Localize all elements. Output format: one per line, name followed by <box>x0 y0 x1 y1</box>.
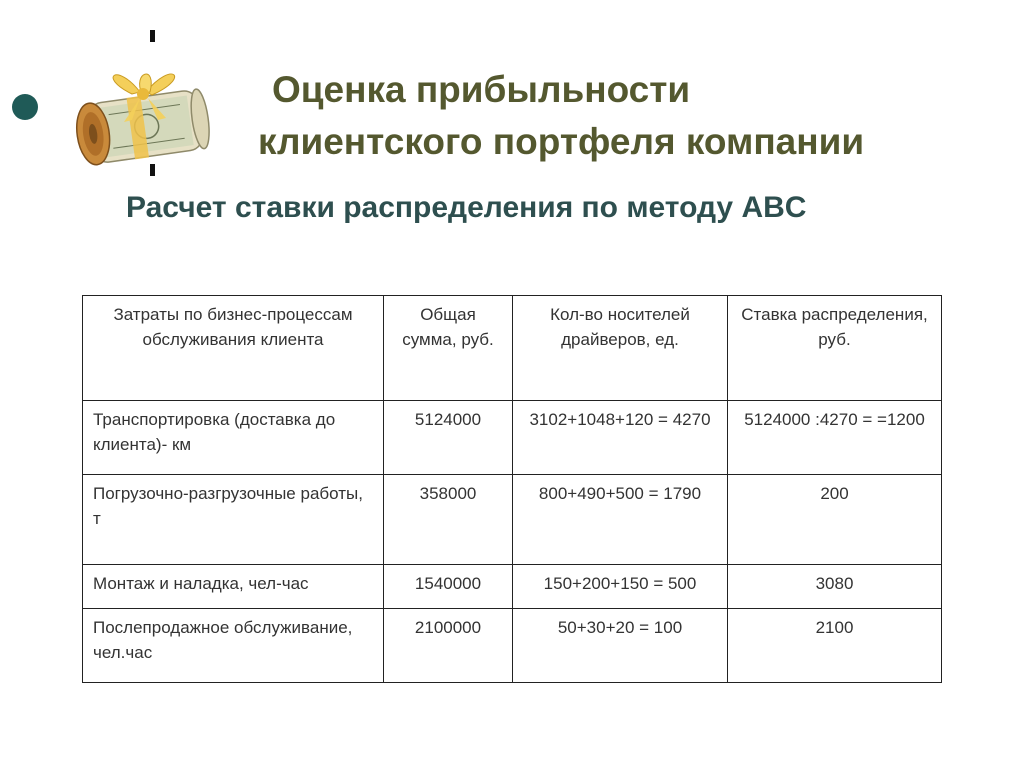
bullet-dot <box>12 94 38 120</box>
cell-rate: 200 <box>728 475 942 565</box>
table-row <box>83 564 942 608</box>
table-header-row <box>83 296 942 401</box>
cell-process: Транспортировка (доставка до клиента)- км <box>83 401 384 475</box>
cell-total: 1540000 <box>384 564 513 608</box>
cell-drivers: 3102+1048+120 = 4270 <box>513 401 728 475</box>
cell-process: Монтаж и наладка, чел-час <box>83 564 384 608</box>
cell-rate: 5124000 :4270 = =1200 <box>728 401 942 475</box>
page-subtitle: Расчет ставки распределения по методу ABC <box>126 191 807 224</box>
cell-total: 358000 <box>384 475 513 565</box>
header-allocation-rate: Ставка распределения, руб. <box>728 296 942 401</box>
abc-rate-table <box>82 295 942 683</box>
cell-total: 2100000 <box>384 608 513 682</box>
cell-drivers: 50+30+20 = 100 <box>513 608 728 682</box>
cell-drivers: 150+200+150 = 500 <box>513 564 728 608</box>
header-total-sum: Общая сумма, руб. <box>384 296 513 401</box>
page-title <box>258 64 978 168</box>
cell-drivers: 800+490+500 = 1790 <box>513 475 728 565</box>
cell-process: Послепродажное обслуживание, чел.час <box>83 608 384 682</box>
table-row <box>83 401 942 475</box>
cell-process: Погрузочно-разгрузочные работы, т <box>83 475 384 565</box>
header-driver-count: Кол-во носителей драйверов, ед. <box>513 296 728 401</box>
title-line-2: клиентского портфеля компании <box>258 121 865 162</box>
table-row <box>83 475 942 565</box>
title-line-1: Оценка прибыльности <box>272 69 691 110</box>
header-cost-process: Затраты по бизнес-процессам обслуживания клиента <box>83 296 384 401</box>
cell-total: 5124000 <box>384 401 513 475</box>
table-row <box>83 608 942 682</box>
cell-rate: 2100 <box>728 608 942 682</box>
money-roll-with-bow-icon <box>62 52 222 172</box>
decor-dash-top <box>150 30 155 42</box>
cell-rate: 3080 <box>728 564 942 608</box>
